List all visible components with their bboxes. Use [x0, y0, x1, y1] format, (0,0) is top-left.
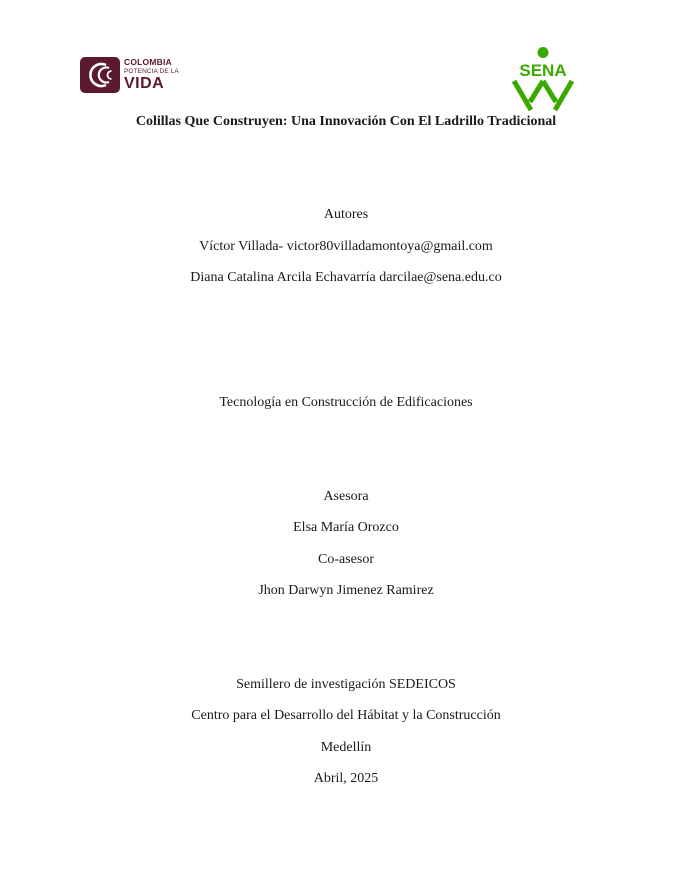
colombia-logo-line3: VIDA	[124, 75, 165, 92]
document-title: Colillas Que Construyen: Una Innovación Con El Ladrillo Tradicional	[135, 114, 557, 129]
sena-logo	[508, 46, 578, 114]
author-1: Víctor Villada- victor80villadamontoya@gmail.com	[199, 239, 493, 254]
coadvisor-heading: Co-asesor	[318, 552, 374, 567]
advisor-name: Elsa María Orozco	[293, 520, 399, 535]
colombia-logo-mark-icon	[80, 57, 120, 93]
city: Medellín	[320, 740, 372, 755]
colombia-logo-line1: COLOMBIA	[124, 57, 172, 67]
research-group: Semillero de investigación SEDEICOS	[236, 677, 456, 692]
colombia-potencia-de-la-vida-logo	[80, 56, 190, 94]
sena-logo-text: SENA	[519, 61, 567, 80]
sena-logo-icon	[508, 46, 578, 114]
training-center: Centro para el Desarrollo del Hábitat y la Construcción	[191, 708, 501, 723]
authors-heading: Autores	[323, 207, 369, 222]
program-name: Tecnología en Construcción de Edificaciones	[219, 395, 473, 410]
coadvisor-name: Jhon Darwyn Jimenez Ramirez	[258, 583, 434, 598]
colombia-logo-line2: POTENCIA DE LA	[124, 67, 179, 75]
document-date: Abril, 2025	[313, 771, 379, 786]
advisor-heading: Asesora	[323, 489, 369, 504]
author-2: Diana Catalina Arcila Echavarría darcilae@sena.edu.co	[190, 270, 502, 285]
colombia-logo-text	[124, 56, 179, 92]
